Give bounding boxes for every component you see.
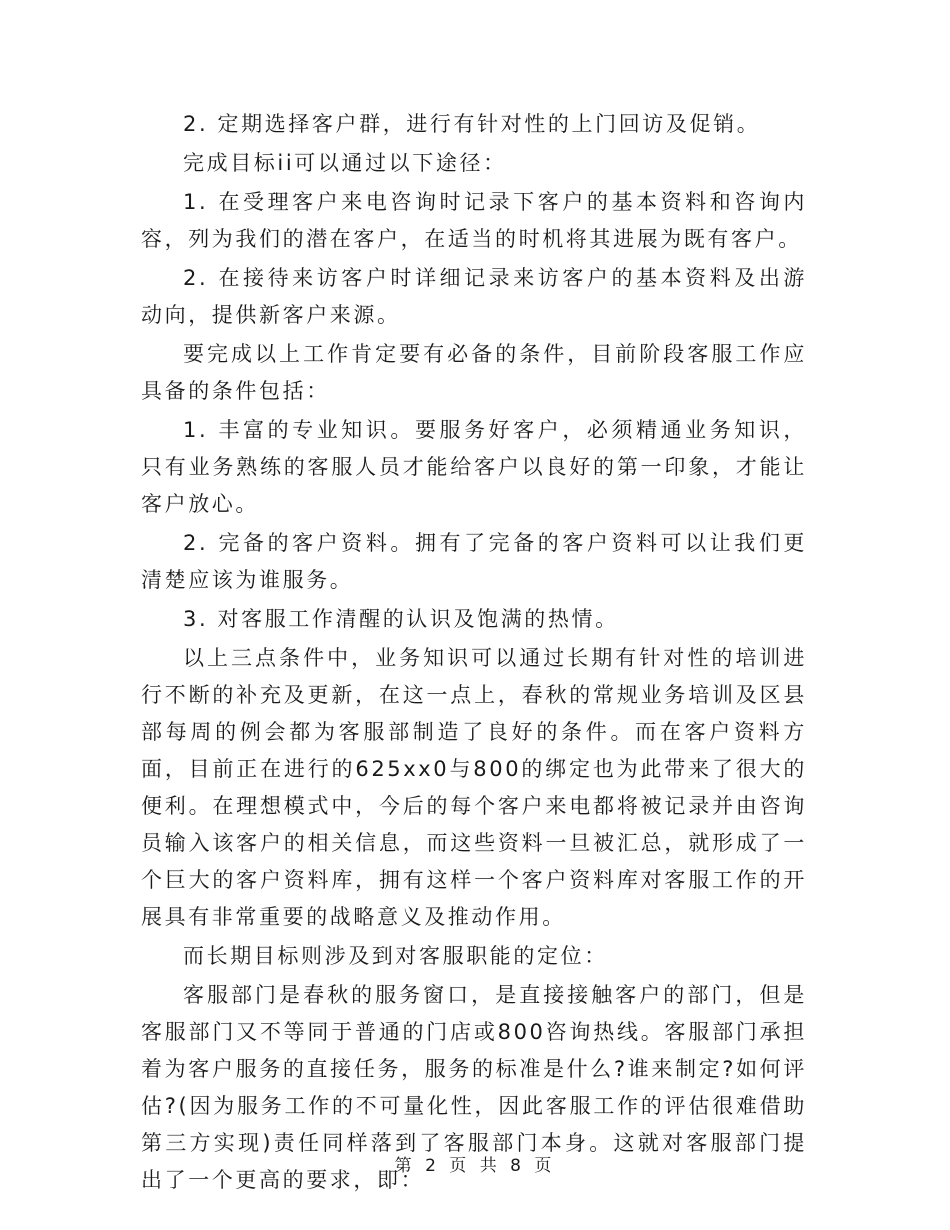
- paragraph-6: 1. 丰富的专业知识。要服务好客户，必须精通业务知识，只有业务熟练的客服人员才能给客户以良好的第一印象，才能让客户放心。: [141, 418, 807, 516]
- document-body: [141, 106, 807, 1201]
- paragraph-10: 而长期目标则涉及到对客服职能的定位：: [183, 944, 608, 968]
- paragraph-3: 1. 在受理客户来电咨询时记录下客户的基本资料和咨询内容，列为我们的潜在客户，在适当的时机将其进展为既有客户。: [141, 190, 807, 251]
- page-number-footer: 第 2 页 共 8 页: [394, 1156, 556, 1176]
- paragraph-1: 2. 定期选择客户群，进行有针对性的上门回访及促销。: [183, 112, 761, 136]
- paragraph-5: 要完成以上工作肯定要有必备的条件，目前阶段客服工作应具备的条件包括：: [141, 342, 807, 403]
- paragraph-4: 2. 在接待来访客户时详细记录来访客户的基本资料及出游动向，提供新客户来源。: [141, 266, 807, 327]
- paragraph-11: 客服部门是春秋的服务窗口，是直接接触客户的部门，但是客服部门又不等同于普通的门店或800咨询热线。客服部门承担着为客户服务的直接任务，服务的标准是什么?谁来制定?如何评估?(因为服务工作的不可量化性，因此客服工作的评估很难借助第三方实现)责任同样落到了客服部门本身。这就对客服部门提出了一个更高的要求，即：: [141, 983, 807, 1192]
- paragraph-8: 3. 对客服工作清醒的认识及饱满的热情。: [183, 607, 619, 631]
- paragraph-7: 2. 完备的客户资料。拥有了完备的客户资料可以让我们更清楚应该为谁服务。: [141, 531, 807, 592]
- paragraph-2: 完成目标ii可以通过以下途径：: [183, 151, 507, 175]
- paragraph-9: 以上三点条件中，业务知识可以通过长期有针对性的培训进行不断的补充及更新，在这一点上，春秋的常规业务培训及区县部每周的例会都为客服部制造了良好的条件。而在客户资料方面，目前正在进行的625xx0与800的绑定也为此带来了很大的便利。在理想模式中，今后的每个客户来电都将被记录并由咨询员输入该客户的相关信息，而这些资料一旦被汇总，就形成了一个巨大的客户资料库，拥有这样一个客户资料库对客服工作的开展具有非常重要的战略意义及推动作用。: [141, 646, 807, 929]
